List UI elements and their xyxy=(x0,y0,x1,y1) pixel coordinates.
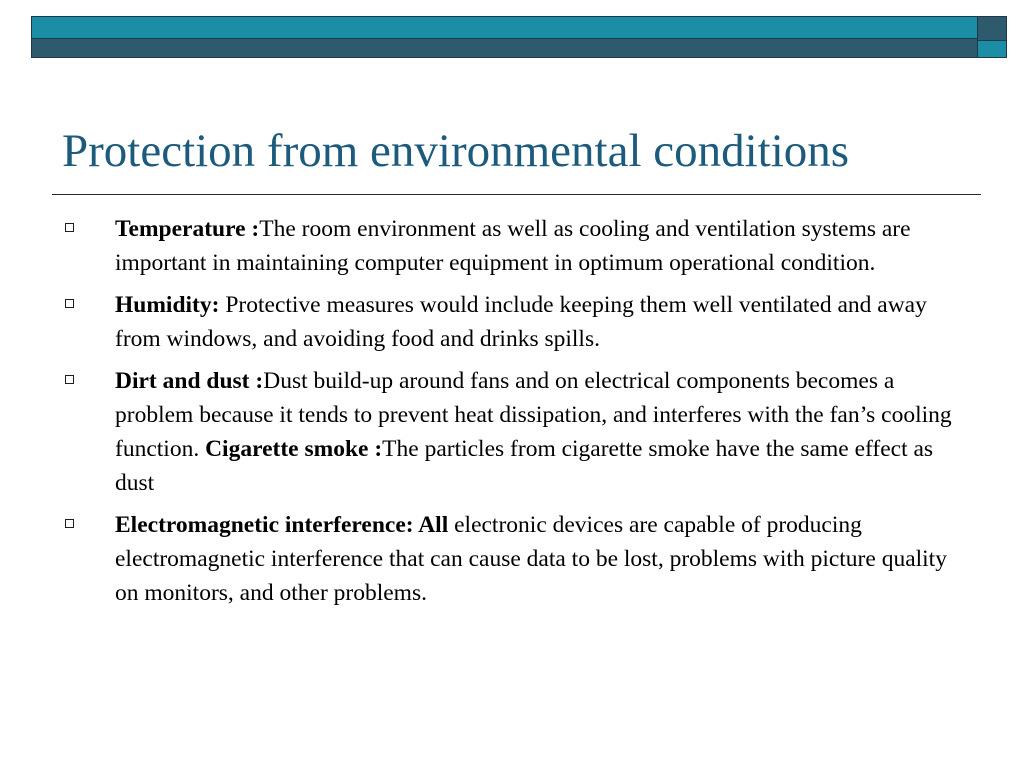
bullet-text: Protective measures would include keeping them well ventilated and away from windows, and avoiding food and drinks spills. xyxy=(115,292,927,352)
banner-square-top xyxy=(978,17,1006,41)
bullet-dirt-and-dust xyxy=(62,364,967,500)
bullet-text-2: The particles from cigarette smoke have the same effect as dust xyxy=(115,436,934,496)
bullet-text: Dust build-up around fans and on electrical components becomes a problem because it tends to prevent heat dissipation, and interferes with the fan’s cooling function. xyxy=(115,368,952,462)
bullet-heading: Electromagnetic interference: All xyxy=(115,512,449,538)
banner-band-bottom xyxy=(32,39,978,57)
bullet-text: The room environment as well as cooling and ventilation systems are important in maintaining computer equipment in optimum operational condition. xyxy=(115,216,911,276)
header-banner xyxy=(31,16,1007,58)
square-bullet-icon xyxy=(65,519,74,528)
square-bullet-icon xyxy=(65,375,74,384)
bullet-list xyxy=(62,212,967,618)
square-bullet-icon xyxy=(65,223,74,232)
bullet-temperature xyxy=(62,212,967,280)
banner-band-top xyxy=(32,17,978,39)
bullet-subheading: Cigarette smoke : xyxy=(205,436,383,462)
banner-square-bottom xyxy=(978,41,1006,57)
bullet-heading: Humidity: xyxy=(115,292,220,318)
bullet-text: electronic devices are capable of producing electromagnetic interference that can cause data to be lost, problems with picture quality on monitors, and other problems. xyxy=(115,512,947,606)
bullet-electromagnetic-interference xyxy=(62,508,967,610)
bullet-heading: Dirt and dust : xyxy=(115,368,264,394)
square-bullet-icon xyxy=(65,299,74,308)
bullet-humidity xyxy=(62,288,967,356)
slide-title: Protection from environmental conditions xyxy=(62,125,850,177)
title-divider xyxy=(52,194,981,195)
bullet-heading: Temperature : xyxy=(115,216,260,242)
